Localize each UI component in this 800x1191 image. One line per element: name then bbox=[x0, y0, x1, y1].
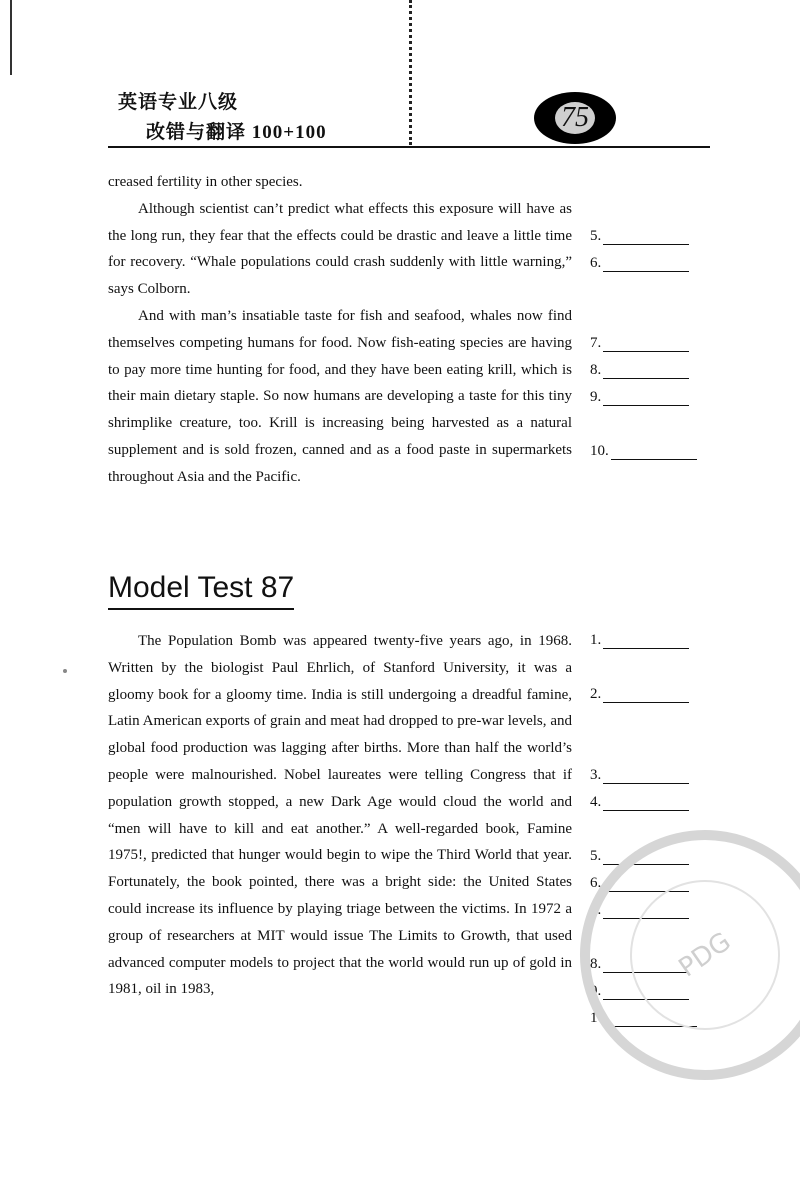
answer-blank[interactable]: 8. bbox=[590, 955, 689, 973]
book-title bbox=[118, 88, 327, 148]
page-edge-rule bbox=[10, 0, 12, 75]
answer-blank[interactable]: 8. bbox=[590, 361, 689, 379]
page-number: 75 bbox=[555, 102, 595, 134]
answer-blank[interactable]: 5. bbox=[590, 847, 689, 865]
answer-blank[interactable]: 7. bbox=[590, 901, 689, 919]
paragraph: creased fertility in other species. bbox=[108, 174, 303, 190]
page-number-badge bbox=[534, 92, 616, 144]
paragraph: The Population Bomb was appeared twenty-five years ago, in 1968. Written by the biologist Paul Ehrlich, of Stanford University, it was a gloomy book for a gloomy time. India is still undergoing a dreadful famine, Latin American exports of grain and meat had dropped to pre-war levels, and global food production was lagging after births. More than half the world’s people were malnourished. Nobel laureates were telling Congress that if population growth stopped, a new Dark Age would cloud the world and “men will have to kill and eat another.” A well-regarded book, Famine 1975!, predicted that hunger would begin to wipe the Third World that year. Fortunately, the book pointed, there was a bright side: the United States could increase its influence by playing triage between the victims. In 1972 a group of researchers at MIT would issue The Limits to Growth, that used advanced computer models to project that the world would run up of gold in 1981, oil in 1983, bbox=[108, 633, 572, 998]
answer-blank[interactable]: 9. bbox=[590, 388, 689, 406]
stray-mark bbox=[63, 669, 67, 673]
section2-text bbox=[108, 628, 572, 1003]
book-title-line1: 英语专业八级 bbox=[118, 92, 239, 113]
paragraph: And with man’s insatiable taste for fish and seafood, whales now find themselves competing humans for food. Now fish-eating species are having to pay more time hunting for food, and they have been eating krill, which is their main dietary staple. So now humans are developing a taste for this tiny shrimplike creature, too. Krill is increasing being harvested as a natural supplement and is sold frozen, canned and as a food paste in supermarkets throughout Asia and the Pacific. bbox=[108, 307, 572, 485]
answer-blank[interactable]: 10. bbox=[590, 1009, 697, 1027]
dotted-divider bbox=[409, 0, 412, 145]
section1-text bbox=[108, 169, 572, 491]
answer-blank[interactable]: 6. bbox=[590, 254, 689, 272]
watermark-label: PDG bbox=[673, 926, 737, 984]
answer-blank[interactable]: 5. bbox=[590, 227, 689, 245]
answer-blank[interactable]: 4. bbox=[590, 793, 689, 811]
section-title: Model Test 87 bbox=[108, 570, 294, 610]
header-rule bbox=[108, 146, 710, 148]
answer-blank[interactable]: 3. bbox=[590, 766, 689, 784]
answer-blank[interactable]: 1. bbox=[590, 631, 689, 649]
answer-blank[interactable]: 7. bbox=[590, 334, 689, 352]
paragraph: Although scientist can’t predict what effects this exposure will have as the long run, they fear that the effects could be drastic and leave a little time for recovery. “Whale populations could crash suddenly with little warning,” says Colborn. bbox=[108, 200, 572, 298]
answer-blank[interactable]: 6. bbox=[590, 874, 689, 892]
answer-blank[interactable]: 2. bbox=[590, 685, 689, 703]
answer-blank[interactable]: 10. bbox=[590, 442, 697, 460]
book-title-line2: 改错与翻译 100+100 bbox=[146, 122, 327, 143]
answer-blank[interactable]: 9. bbox=[590, 982, 689, 1000]
